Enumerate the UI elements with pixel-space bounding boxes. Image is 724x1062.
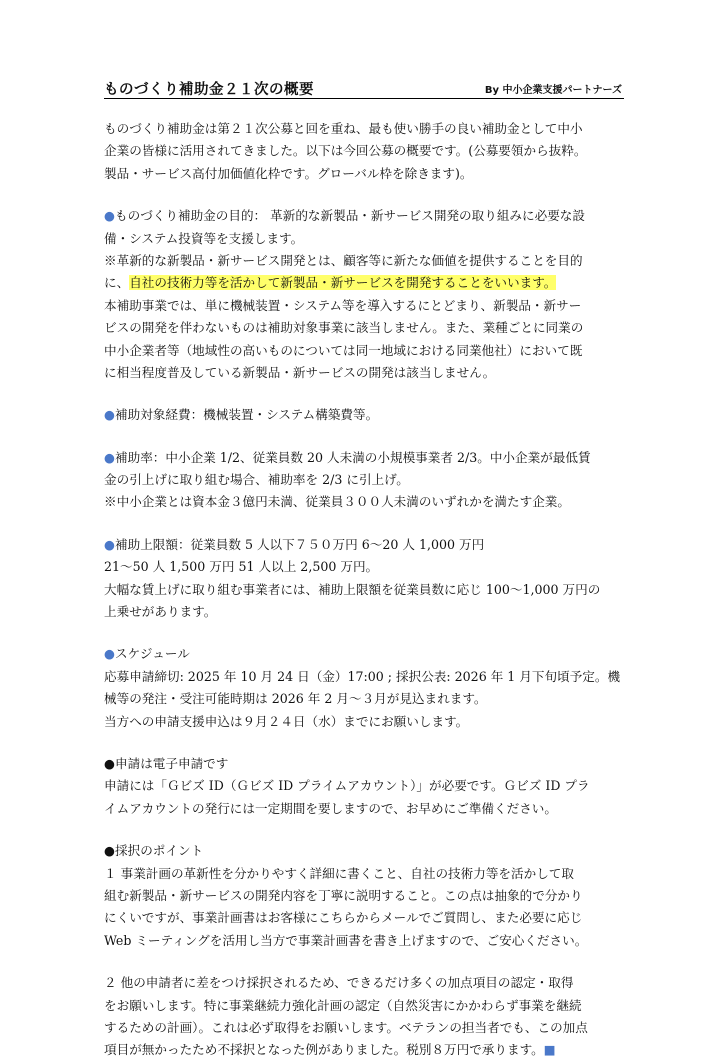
black-bullet-icon: ●	[104, 843, 115, 859]
intro-line: ものづくり補助金は第２１次公募と回を重ね、最も使い勝手の良い補助金として中小	[104, 121, 583, 136]
points-line: にくいですが、事業計画書はお客様にこちらからメールでご質問し、また必要に応じ	[104, 910, 583, 926]
purpose-line: 中小企業者等（地域性の高いものについては同一地域における同業他社）において既	[104, 342, 583, 358]
blue-bullet-icon: ●	[104, 407, 115, 423]
points-line: ２ 他の申請者に差をつけ採択されるため、できるだけ多くの加点項目の認定・取得	[104, 975, 574, 991]
limit-heading	[104, 534, 628, 556]
points-heading	[104, 840, 628, 862]
schedule-heading	[104, 643, 628, 665]
rate-line: ※中小企業とは資本金３億円未満、従業員３００人未満のいずれかを満たす企業。	[104, 494, 570, 510]
blue-bullet-icon: ●	[104, 449, 115, 465]
points-line: １ 事業計画の革新性を分かりやすく詳細に書くこと、自社の技術力等を活かして取	[104, 865, 574, 881]
schedule-title: スケジュール	[115, 646, 190, 662]
points-line: をお願いします。特に事業継続力強化計画の認定（自然災害にかかわらず事業を継続	[104, 997, 582, 1013]
author-byline: By 中小企業支援パートナーズ	[484, 85, 622, 96]
blue-bullet-icon: ●	[104, 646, 115, 662]
points-line: するための計画）。これは必ず取得をお願いします。ベテランの担当者でも、この加点	[104, 1019, 588, 1035]
purpose-highlight-line	[104, 272, 628, 294]
intro-line: 製品・サービス高付加価値化枠です。グローバル枠を除きます)。	[104, 165, 473, 181]
purpose-line: 本補助事業では、単に機械装置・システム等を導入するにとどまり、新製品・新サー	[104, 297, 582, 313]
electronic-line: イムアカウントの発行には一定期間を要しますので、お早めにご準備ください。	[104, 800, 557, 816]
expenses-section	[104, 404, 628, 426]
limit-line: 21～50 人 1,500 万円 51 人以上 2,500 万円。	[104, 559, 379, 575]
schedule-line: 当方への申請支援申込は９月２４日（水）までにお願いします。	[104, 713, 469, 729]
document-header	[104, 78, 624, 99]
expenses-text: 補助対象経費：機械装置・システム構築費等。	[115, 407, 379, 423]
rate-line: 補助率：中小企業 1/2、従業員数 20 人未満の小規模事業者 2/3。中小企業が最低賃	[115, 449, 591, 465]
schedule-line: 械等の発注・受注可能時期は 2026 年 2 月～３月が見込まれます。	[104, 691, 487, 707]
rate-line: 金の引上げに取り組む場合、補助率を 2/3 に引上げ。	[104, 472, 409, 488]
electronic-heading	[104, 753, 628, 775]
purpose-line: に相当程度普及している新製品・新サービスの開発は該当しません。	[104, 364, 496, 380]
limit-line: 補助上限額：従業員数 5 人以下７５０万円 6～20 人 1,000 万円	[115, 536, 485, 552]
page-title: ものづくり補助金２１次の概要	[104, 82, 314, 98]
blue-bullet-icon: ●	[104, 208, 115, 224]
blue-bullet-icon: ●	[104, 536, 115, 552]
purpose-line: ※革新的な新製品・新サービス開発とは、顧客等に新たな価値を提供することを目的	[104, 252, 583, 268]
points-line: 項目が無かったため不採択となった例がありました。税別８万円で承ります。	[104, 1042, 544, 1058]
highlighted-text: 自社の技術力等を活かして新製品・新サービスを開発することをいいます。	[129, 275, 557, 291]
points-line: 組む新製品・新サービスの開発内容を丁寧に説明すること。この点は抽象的で分かり	[104, 887, 583, 903]
limit-line: 上乗せがあります。	[104, 604, 217, 620]
limit-line: 大幅な賃上げに取り組む事業者には、補助上限額を従業員数に応じ 100～1,000 万円の	[104, 581, 601, 597]
purpose-line: ものづくり補助金の目的： 革新的な新製品・新サービス開発の取り組みに必要な設	[115, 208, 585, 224]
points-last-line	[104, 1039, 628, 1061]
purpose-prefix: に、	[104, 275, 130, 291]
black-bullet-icon: ●	[104, 755, 115, 771]
rate-heading	[104, 447, 628, 469]
document-body	[104, 118, 628, 1062]
points-title: 採択のポイント	[115, 843, 204, 859]
electronic-line: 申請には「Ｇビズ ID（Ｇビズ ID プライムアカウント）」が必要です。Ｇビズ ID プラ	[104, 778, 590, 794]
purpose-line: 備・システム投資等を支援します。	[104, 230, 304, 246]
electronic-title: 申請は電子申請です	[115, 755, 229, 771]
points-line: Web ミーティングを活用し当方で事業計画書を書き上げますので、ご安心ください。	[104, 932, 588, 948]
purpose-line: ビスの開発を伴わないものは補助対象事業に該当しません。また、業種ごとに同業の	[104, 320, 584, 336]
intro-line: 企業の皆様に活用されてきました。以下は今回公募の概要です。(公募要領から抜粋。	[104, 143, 587, 159]
purpose-heading	[104, 205, 628, 227]
end-square-icon: ■	[543, 1042, 556, 1058]
schedule-line: 応募申請締切: 2025 年 10 月 24 日（金）17:00 ; 採択公表: 2026 年 1 月下旬頃予定。機	[104, 668, 621, 684]
